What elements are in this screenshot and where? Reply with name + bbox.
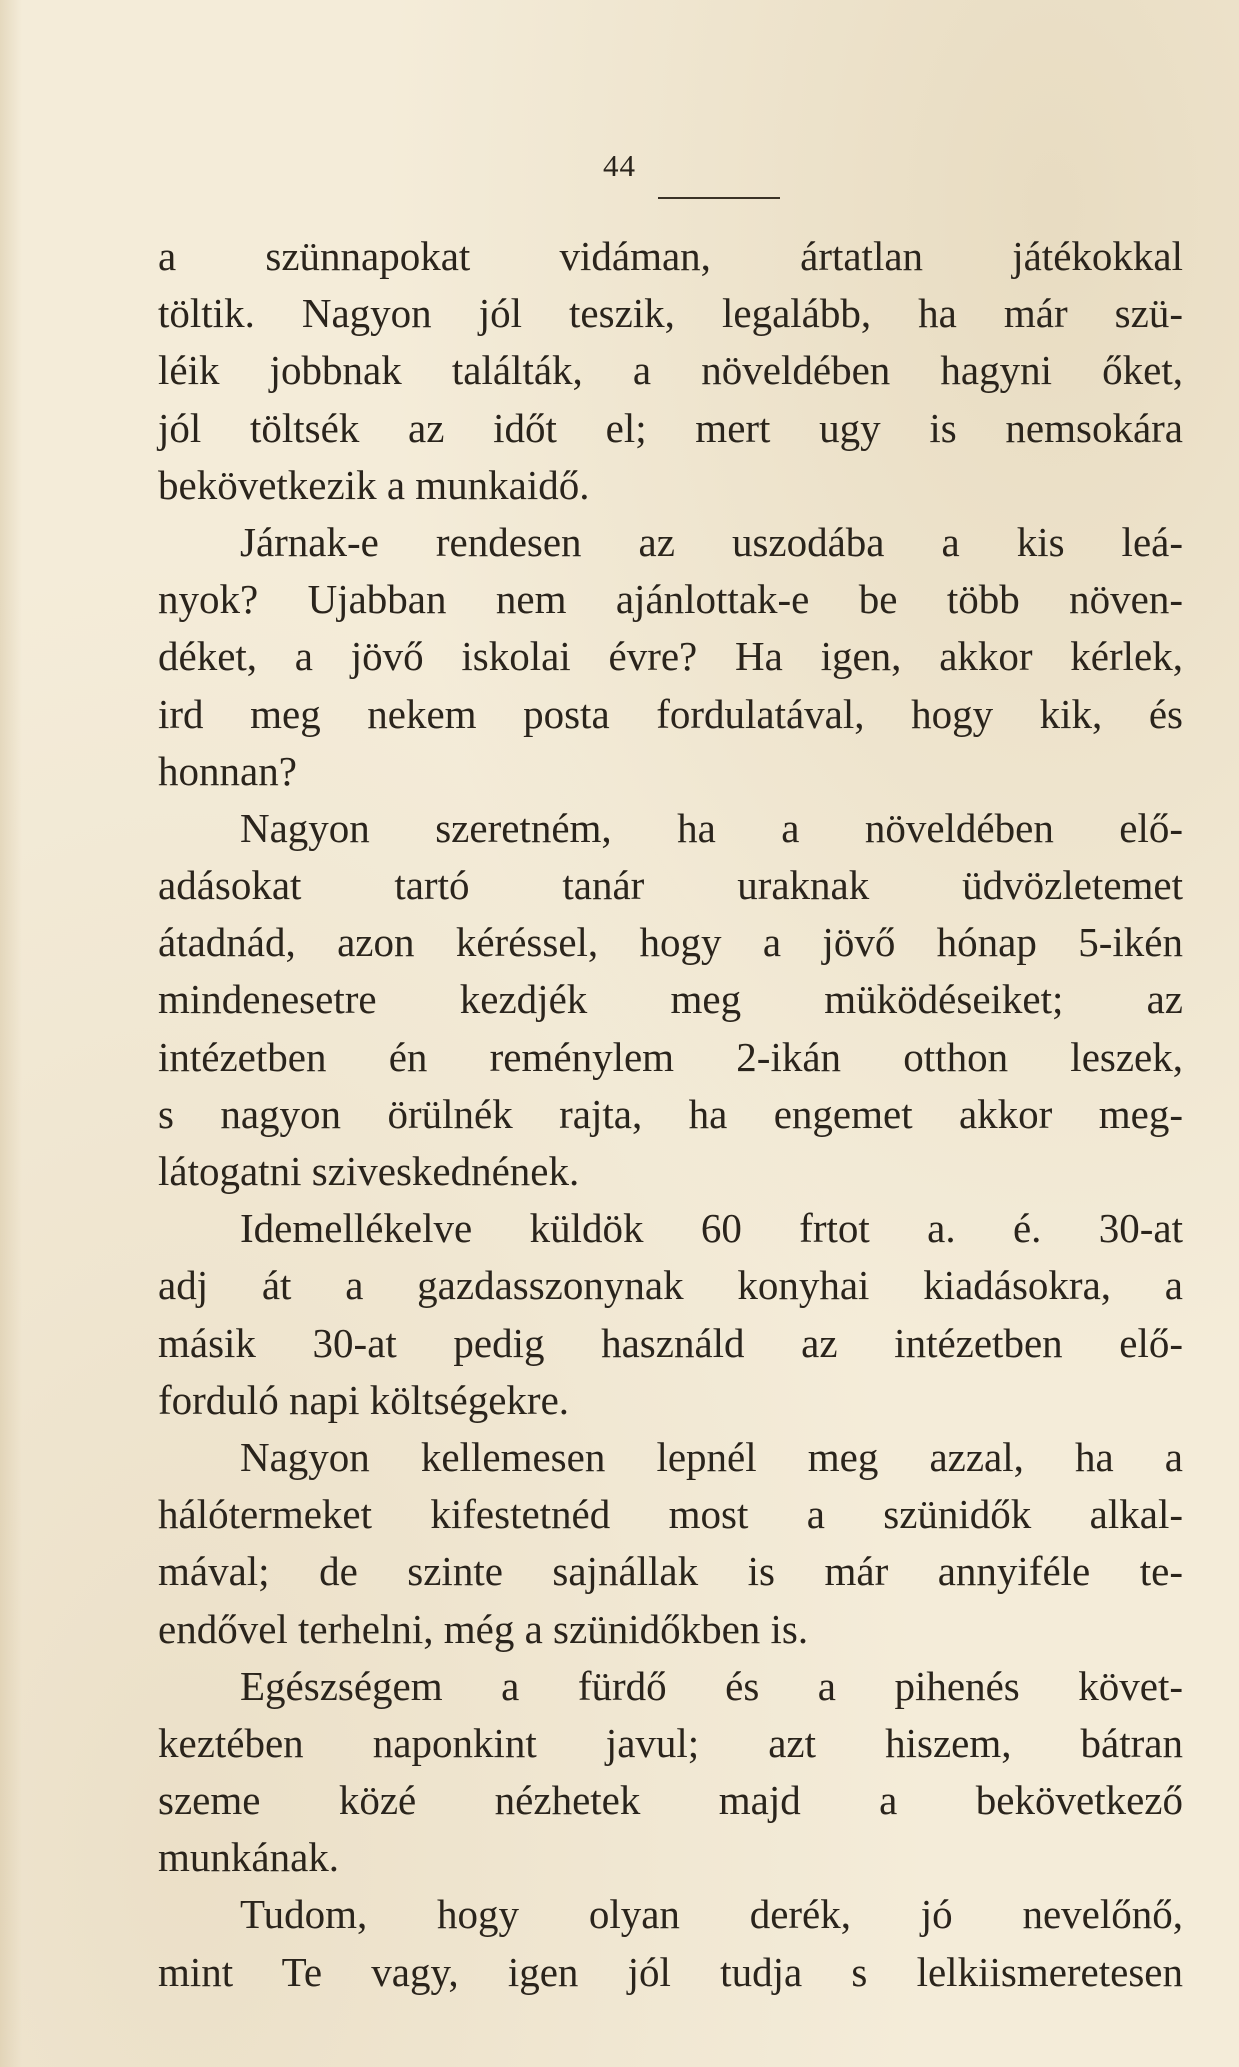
text-line: honnan? bbox=[158, 747, 297, 794]
text-line: Egészségem a fürdő és a pihenés követ- bbox=[240, 1662, 1183, 1709]
text-line: másik 30-at pedig használd az intézetben elő- bbox=[158, 1319, 1183, 1366]
page-number-rule bbox=[658, 197, 780, 199]
text-line: Nagyon kellemesen lepnél meg azzal, ha a bbox=[240, 1433, 1183, 1480]
text-line: jól töltsék az időt el; mert ugy is nemsokára bbox=[158, 404, 1183, 451]
text-line: látogatni sziveskednének. bbox=[158, 1148, 580, 1194]
body-text bbox=[158, 228, 1183, 2001]
text-line: déket, a jövő iskolai évre? Ha igen, akkor kérlek, bbox=[158, 633, 1183, 680]
text-line: nyok? Ujabban nem ajánlottak-e be több növen- bbox=[158, 576, 1183, 623]
text-line: forduló napi költségekre. bbox=[158, 1376, 570, 1423]
text-line: munkának. bbox=[158, 1834, 340, 1881]
text-line: Járnak-e rendesen az uszodába a kis leá- bbox=[240, 518, 1183, 565]
text-line: töltik. Nagyon jól teszik, legalább, ha már szü- bbox=[158, 290, 1183, 337]
text-line: Idemellékelve küldök 60 frtot a. é. 30-at bbox=[240, 1205, 1183, 1252]
text-line: Tudom, hogy olyan derék, jó nevelőnő, bbox=[240, 1891, 1183, 1938]
text-line: intézetben én reménylem 2-ikán otthon leszek, bbox=[158, 1033, 1183, 1080]
text-line: léik jobbnak találták, a növeldében hagyni őket, bbox=[158, 347, 1183, 394]
text-line: hálótermeket kifestetnéd most a szünidők alkal- bbox=[158, 1491, 1183, 1538]
text-line: bekövetkezik a munkaidő. bbox=[158, 461, 590, 508]
text-line: szeme közé nézhetek majd a bekövetkező bbox=[158, 1777, 1183, 1824]
text-line: mindenesetre kezdjék meg müködéseiket; az bbox=[158, 976, 1183, 1023]
text-line: a szünnapokat vidáman, ártatlan játékokkal bbox=[158, 233, 1183, 279]
page-number: 44 bbox=[603, 148, 636, 183]
text-line: adj át a gazdasszonynak konyhai kiadásokra, a bbox=[158, 1262, 1183, 1309]
text-line: Nagyon szeretném, ha a növeldében elő- bbox=[240, 804, 1183, 851]
text-line: mint Te vagy, igen jól tudja s lelkiismeretesen bbox=[158, 1948, 1183, 1995]
text-line: ird meg nekem posta fordulatával, hogy kik, és bbox=[158, 690, 1183, 737]
text-line: mával; de szinte sajnállak is már annyiféle te- bbox=[158, 1548, 1183, 1595]
text-line: átadnád, azon kéréssel, hogy a jövő hónap 5-ikén bbox=[158, 919, 1183, 966]
text-line: s nagyon örülnék rajta, ha engemet akkor meg- bbox=[158, 1090, 1183, 1137]
text-line: adásokat tartó tanár uraknak üdvözletemet bbox=[158, 862, 1183, 909]
text-line: keztében naponkint javul; azt hiszem, bátran bbox=[158, 1719, 1183, 1766]
text-line: endővel terhelni, még a szünidőkben is. bbox=[158, 1605, 809, 1652]
